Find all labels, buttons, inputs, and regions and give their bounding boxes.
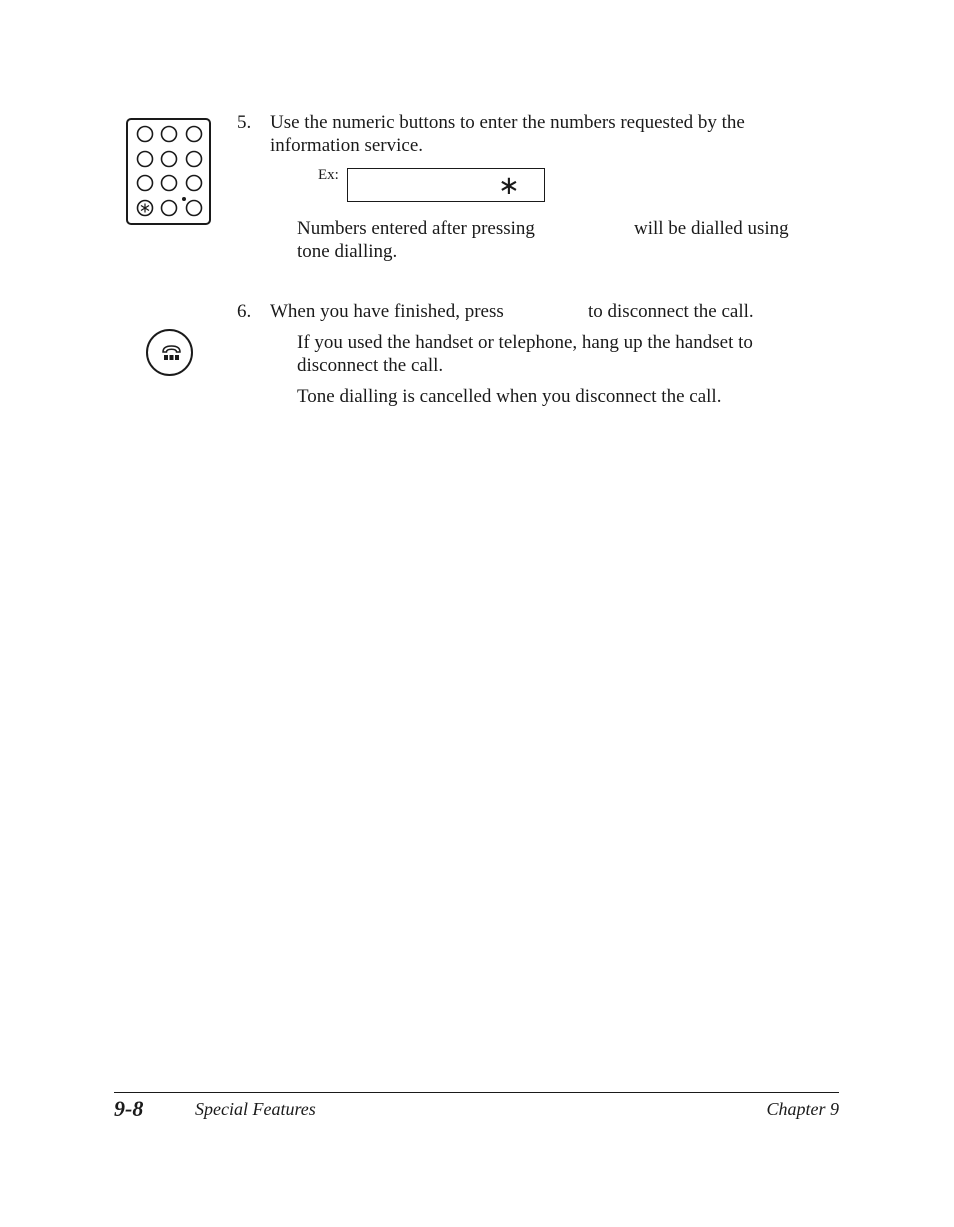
- step-5-note-line2: tone dialling.: [297, 241, 398, 262]
- step-6-para1-line1: If you used the handset or telephone, hang up the handset to: [297, 332, 753, 353]
- step-5-text-line2: information service.: [270, 135, 424, 156]
- step-5-note-part2: will be dialled using: [634, 218, 789, 239]
- step-6-para1-line2: disconnect the call.: [297, 355, 444, 376]
- step-6-text-part2: to disconnect the call.: [588, 301, 754, 322]
- step-6-text-part1: When you have finished, press: [270, 301, 504, 322]
- step-6-para2: Tone dialling is cancelled when you disconnect the call.: [297, 386, 722, 407]
- footer-rule: [114, 1092, 839, 1093]
- page-number: 9-8: [114, 1096, 144, 1121]
- numeric-keypad-icon: [126, 118, 211, 225]
- example-label: Ex:: [318, 167, 339, 183]
- stop-telephone-icon: [146, 329, 193, 376]
- step-5-note-part1: Numbers entered after pressing: [297, 218, 535, 239]
- chapter-label: Chapter 9: [766, 1099, 839, 1119]
- step-5-text-line1: Use the numeric buttons to enter the numbers requested by the: [270, 112, 745, 133]
- section-title: Special Features: [195, 1099, 316, 1119]
- step-6-number: 6.: [237, 301, 252, 322]
- example-display: [347, 168, 545, 202]
- step-5-number: 5.: [237, 112, 252, 133]
- example-display-value: ∗: [498, 171, 520, 201]
